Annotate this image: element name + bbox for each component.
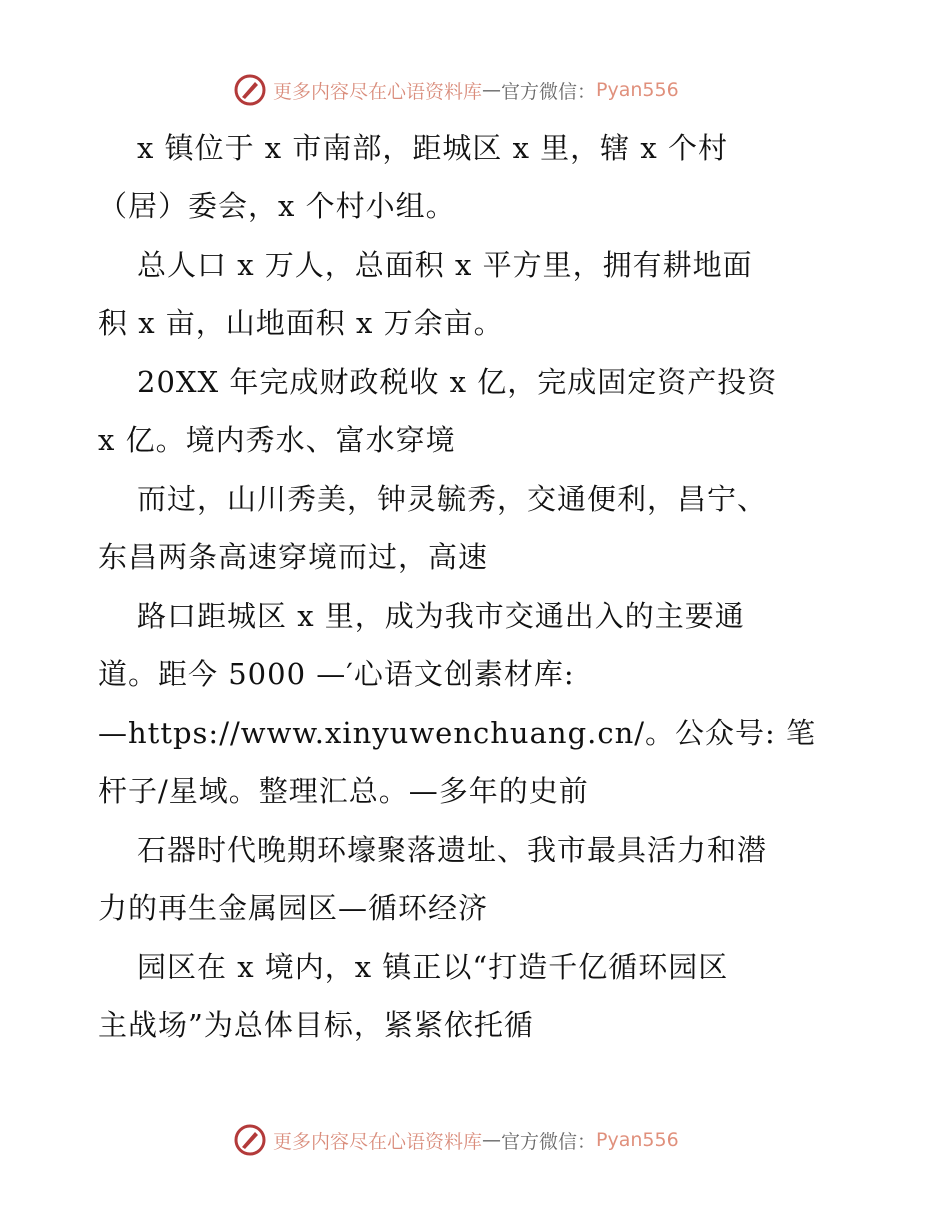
text-line: 积 x 亩，山地面积 x 万余亩。 <box>98 306 504 340</box>
text-line: 东昌两条高速穿境而过，高速 <box>98 540 489 574</box>
footer-banner <box>233 1120 679 1160</box>
text-line: 路口距城区 x 里，成为我市交通出入的主要通 <box>137 599 745 633</box>
text-line: 力的再生金属园区—循环经济 <box>98 891 489 925</box>
text-line: 杆子/星域。整理汇总。—多年的史前 <box>98 774 589 808</box>
text-line: （居）委会，x 个村小组。 <box>98 189 456 223</box>
pen-logo-icon <box>233 73 267 107</box>
text-line: 石器时代晚期环壕聚落遗址、我市最具活力和潜 <box>137 833 768 867</box>
header-banner <box>233 70 679 110</box>
banner-dash: — <box>482 1129 502 1151</box>
banner-wechat-label: 官方微信： <box>501 80 597 103</box>
text-line: x 亿。境内秀水、富水穿境 <box>98 423 456 457</box>
text-line: x 镇位于 x 市南部，距城区 x 里，辖 x 个村 <box>137 131 728 165</box>
text-line: 园区在 x 境内，x 镇正以“打造千亿循环园区 <box>137 950 729 984</box>
text-line: 而过，山川秀美，钟灵毓秀，交通便利，昌宁、 <box>137 482 768 516</box>
banner-dash: — <box>482 79 502 101</box>
banner-wechat-id: Pyan556 <box>596 79 679 101</box>
text-line: 道。距今 5000 —′心语文创素材库: <box>98 657 575 691</box>
text-line: —https://www.xinyuwenchuang.cn/。公众号: 笔 <box>98 716 817 750</box>
banner-text: 更多内容尽在心语资料库 <box>273 1130 483 1153</box>
banner-text: 更多内容尽在心语资料库 <box>273 80 483 103</box>
text-line: 主战场”为总体目标，紧紧依托循 <box>98 1008 534 1042</box>
pen-logo-icon <box>233 1123 267 1157</box>
banner-wechat-id: Pyan556 <box>596 1129 679 1151</box>
banner-wechat-label: 官方微信： <box>501 1130 597 1153</box>
text-line: 20XX 年完成财政税收 x 亿，完成固定资产投资 <box>137 365 778 399</box>
text-line: 总人口 x 万人，总面积 x 平方里，拥有耕地面 <box>137 248 753 282</box>
